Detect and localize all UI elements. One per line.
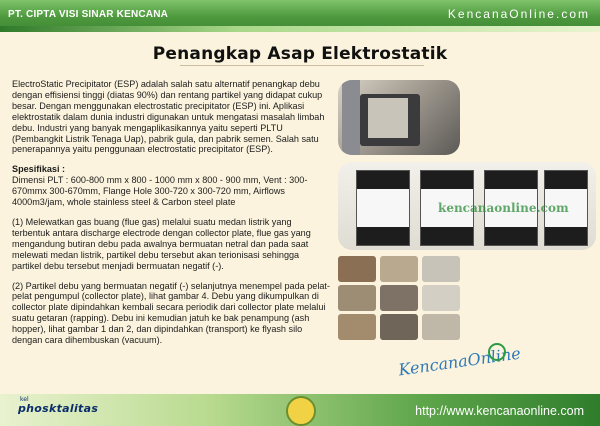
spec-paragraph: Dimensi PLT : 600-800 mm x 800 - 1000 mm x 800 - 900 mm, Vent : 300-670mmx 300-670mm, Flange Hole 300-720 x 300-720 mm, Airflows 4000m3/jam, whole stainless steel & Carbon steel plate: [12, 175, 308, 208]
brand-logo: KencanaOnline: [397, 343, 522, 380]
article-body: [12, 79, 330, 355]
title-divider: [180, 65, 424, 66]
point-1-paragraph: (1) Melewatkan gas buang (flue gas) melalui suatu medan listrik yang terbentuk antara discharge electrode dengan collector plate, flue gas yang mengandung butiran debu pada awalnya bermuatan netral dan pada saat melewati medan listrik, partikel debu tersebut akan terionisasi sehingga partikel debu tersebut menjadi bermuatan negatif (-).: [12, 216, 311, 271]
duct-shape: [342, 80, 360, 155]
footer-logo: [18, 402, 98, 415]
header-bar: [0, 0, 600, 30]
point-2-paragraph: (2) Partikel debu yang bermuatan negatif (-) selanjutnya menempel pada pelat-pelat pengumpul (collector plate), lihat gambar 4. Debu yang dikumpulkan di collector plate dipindahkan kembali secara periodik dari collector plate melalui suatu getaran (rapping). Debu ini kemudian jatuh ke bak penampung (ash hopper), lihat gambar 1 dan 2, dan dipindahkan (transport) ke flyash silo dengan cara dihembuskan (vacuum).: [12, 280, 330, 346]
grid-photo: [380, 285, 418, 311]
seal-icon: [286, 396, 316, 426]
footer-logo-text: phosktalitas: [18, 402, 99, 415]
page-title: Penangkap Asap Elektrostatik: [152, 44, 448, 64]
grid-photo: [380, 314, 418, 340]
photo-watermark: kencanaonline.com: [438, 201, 569, 215]
grid-photo: [338, 314, 376, 340]
grid-photo: [422, 285, 460, 311]
grid-photo: [422, 256, 460, 282]
intro-paragraph: ElectroStatic Precipitator (ESP) adalah salah satu alternatif penangkap debu dengan effisiensi tinggi (diatas 90%) dan rentang partikel yang didapat cukup besar. Dengan menggunakan electrostatic precipitator (ESP) ini. Aplikasi elektrostatik dalam dunia industri digunakan untuk mengatasi masalah limbah debu. Industri yang banyak mengaplikasikannya yaitu seperti PLTU (Pembangkit Listrik Tenaga Uap), pabrik gula, dan pabrik semen. Salah satu penerapannya yaitu penggunaan electrostatic precipitator (ESP).: [12, 79, 325, 155]
footer-logo-superscript: kel: [20, 396, 29, 403]
header-decoration: [0, 26, 600, 32]
spec-label: Spesifikasi :: [12, 164, 66, 175]
photo-precipitator-unit: [338, 80, 460, 155]
grid-photo: [422, 314, 460, 340]
footer-url-link[interactable]: http://www.kencanaonline.com: [415, 404, 584, 418]
grid-photo: [338, 285, 376, 311]
header-site-link[interactable]: KencanaOnline.com: [447, 7, 590, 21]
photo-grid: [338, 256, 462, 340]
grid-photo: [380, 256, 418, 282]
cabinet-1: [356, 170, 410, 246]
unit-door-shape: [368, 98, 408, 138]
grid-photo: [338, 256, 376, 282]
photo-esp-cabinets: [338, 162, 596, 250]
company-name: PT. CIPTA VISI SINAR KENCANA: [8, 9, 169, 20]
brand-swirl-icon: [488, 343, 506, 361]
